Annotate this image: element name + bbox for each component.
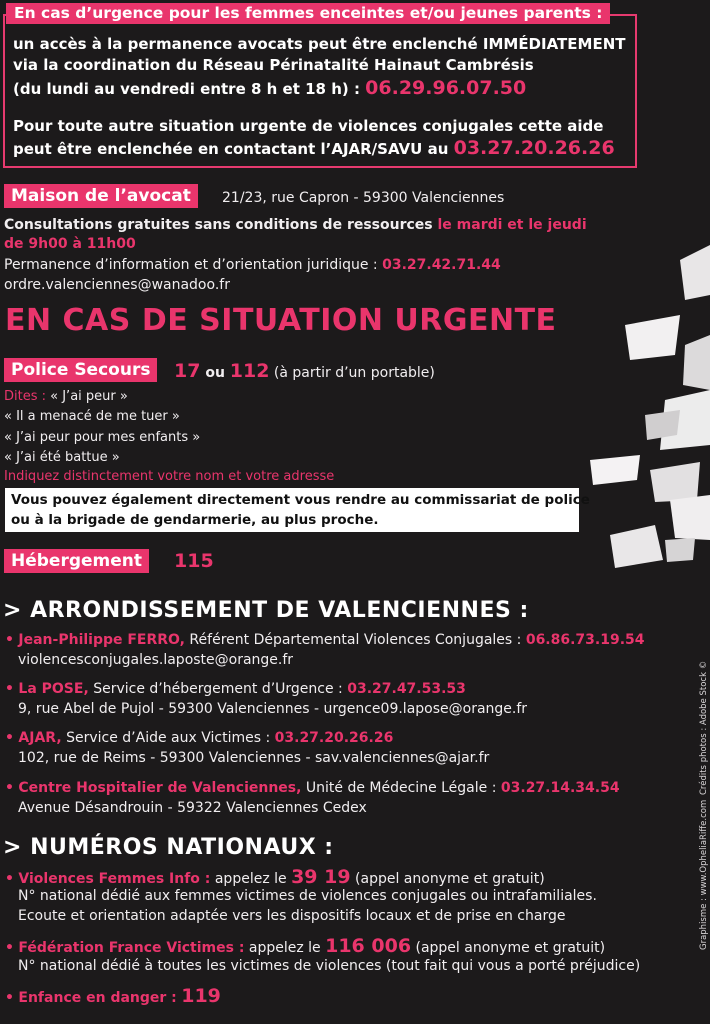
graphisme-credits xyxy=(699,800,709,950)
fragment xyxy=(590,455,640,485)
fragment xyxy=(610,525,663,568)
nat-item-2-post: (appel anonyme et gratuit) xyxy=(411,940,606,956)
arr-item-1 xyxy=(5,632,645,648)
maison-permanence-text: Permanence d’information et d’orientation juridique : xyxy=(4,257,383,273)
fragment xyxy=(650,462,700,502)
nat-item-3-num: 119 xyxy=(181,985,221,1007)
police-tag: Police Secours xyxy=(4,358,157,382)
arr-item-2-name: La POSE, xyxy=(18,681,89,697)
nat-item-1-num: 39 19 xyxy=(291,866,351,888)
fragment xyxy=(625,315,680,360)
arr-item-2 xyxy=(5,681,466,697)
bullet-icon: • xyxy=(5,940,14,956)
bullet-icon: • xyxy=(5,780,14,796)
urgent-title: En cas d’urgence pour les femmes enceintes et/ou jeunes parents : xyxy=(6,3,610,24)
arr-item-4-name: Centre Hospitalier de Valenciennes, xyxy=(18,780,302,796)
arr-item-3-name: AJAR, xyxy=(18,730,62,746)
nat-item-1-pre: appelez le xyxy=(210,871,292,887)
police-numbers xyxy=(174,360,435,382)
maison-consult-text: Consultations gratuites sans conditions de ressources xyxy=(4,217,438,233)
nat-item-1-name: Violences Femmes Info : xyxy=(18,871,211,887)
maison-consult xyxy=(4,217,587,233)
police-dites: Dites : xyxy=(4,389,51,404)
urgent-line-5-text: peut être enclenchée en contactant l’AJAR/SAVU au xyxy=(13,140,454,158)
nat-item-3 xyxy=(5,985,221,1007)
maison-permanence-phone: 03.27.42.71.44 xyxy=(382,257,501,273)
arr-item-4 xyxy=(5,780,620,796)
maison-tag: Maison de l’avocat xyxy=(4,184,198,208)
fragment xyxy=(680,245,710,300)
police-box-line-2: ou à la brigade de gendarmerie, au plus proche. xyxy=(11,512,379,528)
arr-item-4-phone: 03.27.14.34.54 xyxy=(500,780,620,796)
urgent-line-2: via la coordination du Réseau Périnatalité Hainaut Cambrésis xyxy=(13,56,534,74)
nat-item-2-name: Fédération France Victimes : xyxy=(18,940,245,956)
maison-consult-hours: de 9h00 à 11h00 xyxy=(4,236,136,252)
fragment xyxy=(665,538,695,562)
urgent-line-4: Pour toute autre situation urgente de violences conjugales cette aide xyxy=(13,117,604,135)
arr-item-1-name: Jean-Philippe FERRO, xyxy=(18,632,185,648)
urgent-line-3-text: (du lundi au vendredi entre 8 h et 18 h) : xyxy=(13,80,366,98)
nat-item-1-line2: N° national dédié aux femmes victimes de violences conjugales ou intrafamiliales. xyxy=(18,888,597,904)
police-dites-line xyxy=(4,389,128,404)
shattered-fragments-illustration xyxy=(585,240,710,580)
maison-address: 21/23, rue Capron - 59300 Valenciennes xyxy=(222,190,505,206)
urgent-line-5 xyxy=(13,137,615,159)
nationaux-title: > NUMÉROS NATIONAUX : xyxy=(3,835,334,860)
nat-item-1 xyxy=(5,866,545,888)
arr-item-1-line2: violencesconjugales.laposte@orange.fr xyxy=(18,652,294,668)
police-quote-3: « J’ai peur pour mes enfants » xyxy=(4,430,201,445)
big-title: EN CAS DE SITUATION URGENTE xyxy=(5,303,557,338)
fragment xyxy=(670,495,710,540)
nat-item-1-line3: Ecoute et orientation adaptée vers les dispositifs locaux et de prise en charge xyxy=(18,908,566,924)
arr-item-1-desc: Référent Départemental Violences Conjugales : xyxy=(184,632,526,648)
nat-item-2 xyxy=(5,935,605,957)
arr-item-3-desc: Service d’Aide aux Victimes : xyxy=(61,730,275,746)
maison-consult-days: le mardi et le jeudi xyxy=(437,217,587,233)
police-num-17: 17 xyxy=(174,360,201,382)
arr-item-3 xyxy=(5,730,393,746)
urgent-line-1: un accès à la permanence avocats peut être enclenché IMMÉDIATEMENT xyxy=(13,35,626,53)
hebergement-tag: Hébergement xyxy=(4,549,149,573)
arr-item-4-line2: Avenue Désandrouin - 59322 Valenciennes Cedex xyxy=(18,800,367,816)
graphisme-site: www.OpheliaRiffe.com xyxy=(699,799,709,896)
photo-credits: Crédits photos : Adobe Stock © xyxy=(699,660,709,795)
arr-item-3-line2: 102, rue de Reims - 59300 Valenciennes - sav.valenciennes@ajar.fr xyxy=(18,750,490,766)
police-indiquez: Indiquez distinctement votre nom et votre adresse xyxy=(4,469,335,484)
police-ou: ou xyxy=(200,365,230,381)
nat-item-2-line2: N° national dédié à toutes les victimes de violences (tout fait qui vous a porté préjudice) xyxy=(18,958,641,974)
police-num-112: 112 xyxy=(229,360,270,382)
police-box-line-1: Vous pouvez également directement vous rendre au commissariat de police xyxy=(11,492,590,508)
arr-item-1-phone: 06.86.73.19.54 xyxy=(525,632,645,648)
bullet-icon: • xyxy=(5,990,14,1006)
bullet-icon: • xyxy=(5,871,14,887)
arrondissement-title: > ARRONDISSEMENT DE VALENCIENNES : xyxy=(3,598,529,623)
nat-item-2-pre: appelez le xyxy=(244,940,326,956)
arr-item-2-line2: 9, rue Abel de Pujol - 59300 Valenciennes - urgence09.lapose@orange.fr xyxy=(18,701,528,717)
nat-item-1-post: (appel anonyme et gratuit) xyxy=(350,871,545,887)
police-quote-2: « Il a menacé de me tuer » xyxy=(4,409,180,424)
fragment xyxy=(683,335,710,390)
urgent-phone-1: 06.29.96.07.50 xyxy=(365,77,527,99)
police-info-box xyxy=(5,488,590,532)
bullet-icon: • xyxy=(5,681,14,697)
police-quote-4: « J’ai été battue » xyxy=(4,450,120,465)
arr-item-2-phone: 03.27.47.53.53 xyxy=(347,681,466,697)
police-mobile: (à partir d’un portable) xyxy=(269,365,435,381)
nat-item-2-num: 116 006 xyxy=(325,935,412,957)
arr-item-2-desc: Service d’hébergement d’Urgence : xyxy=(88,681,348,697)
bullet-icon: • xyxy=(5,730,14,746)
graphisme-label: Graphisme : xyxy=(699,895,709,950)
maison-permanence xyxy=(4,257,501,273)
bullet-icon: • xyxy=(5,632,14,648)
arr-item-3-phone: 03.27.20.26.26 xyxy=(274,730,394,746)
urgent-line-3 xyxy=(13,77,526,99)
arr-item-4-desc: Unité de Médecine Légale : xyxy=(301,780,501,796)
urgent-phone-2: 03.27.20.26.26 xyxy=(453,137,615,159)
maison-email: ordre.valenciennes@wanadoo.fr xyxy=(4,277,230,293)
police-quote-1: « J’ai peur » xyxy=(50,389,128,404)
nat-item-3-name: Enfance en danger : xyxy=(18,990,177,1006)
hebergement-num: 115 xyxy=(174,550,214,572)
